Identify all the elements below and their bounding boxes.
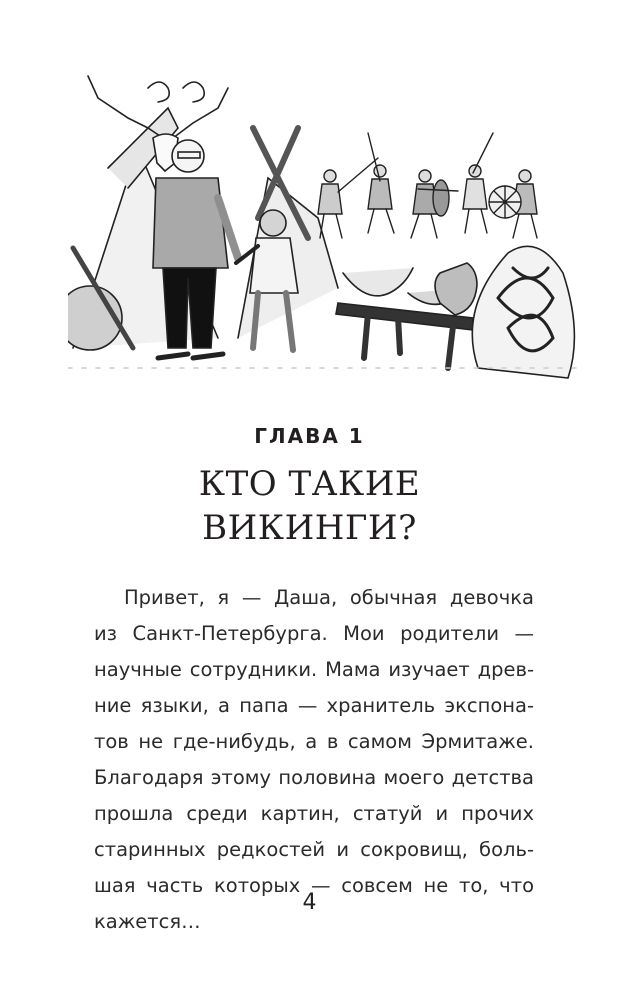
text-line: ние языки, а папа — хранитель экспона-	[94, 694, 534, 717]
text-line: Благодаря этому половина моего детства	[94, 766, 534, 789]
text-line: старинных редкостей и сокровищ, боль-	[94, 838, 534, 861]
text-line: тов не где-нибудь, а в самом Эрмитаже.	[94, 730, 534, 753]
text-line: шая часть которых — совсем не то, что	[94, 874, 534, 897]
chapter-title	[0, 462, 619, 550]
text-line: прошла среди картин, статуй и прочих	[94, 802, 534, 825]
page-number: 4	[302, 890, 317, 915]
chapter-label: ГЛАВА 1	[254, 424, 365, 448]
text-line: научные сотрудники. Мама изучает древ-	[94, 658, 534, 681]
chapter-title-line: КТО ТАКИЕ	[198, 464, 421, 504]
text-line: кажется…	[94, 910, 201, 933]
viking-camp-illustration	[68, 68, 578, 398]
text-line: Привет, я — Даша, обычная девочка	[124, 586, 534, 609]
text-line: из Санкт-Петербурга. Мои родители —	[94, 622, 534, 645]
chapter-illustration	[68, 68, 578, 398]
chapter-title-line: ВИКИНГИ?	[202, 508, 417, 548]
body-paragraph	[94, 580, 534, 940]
